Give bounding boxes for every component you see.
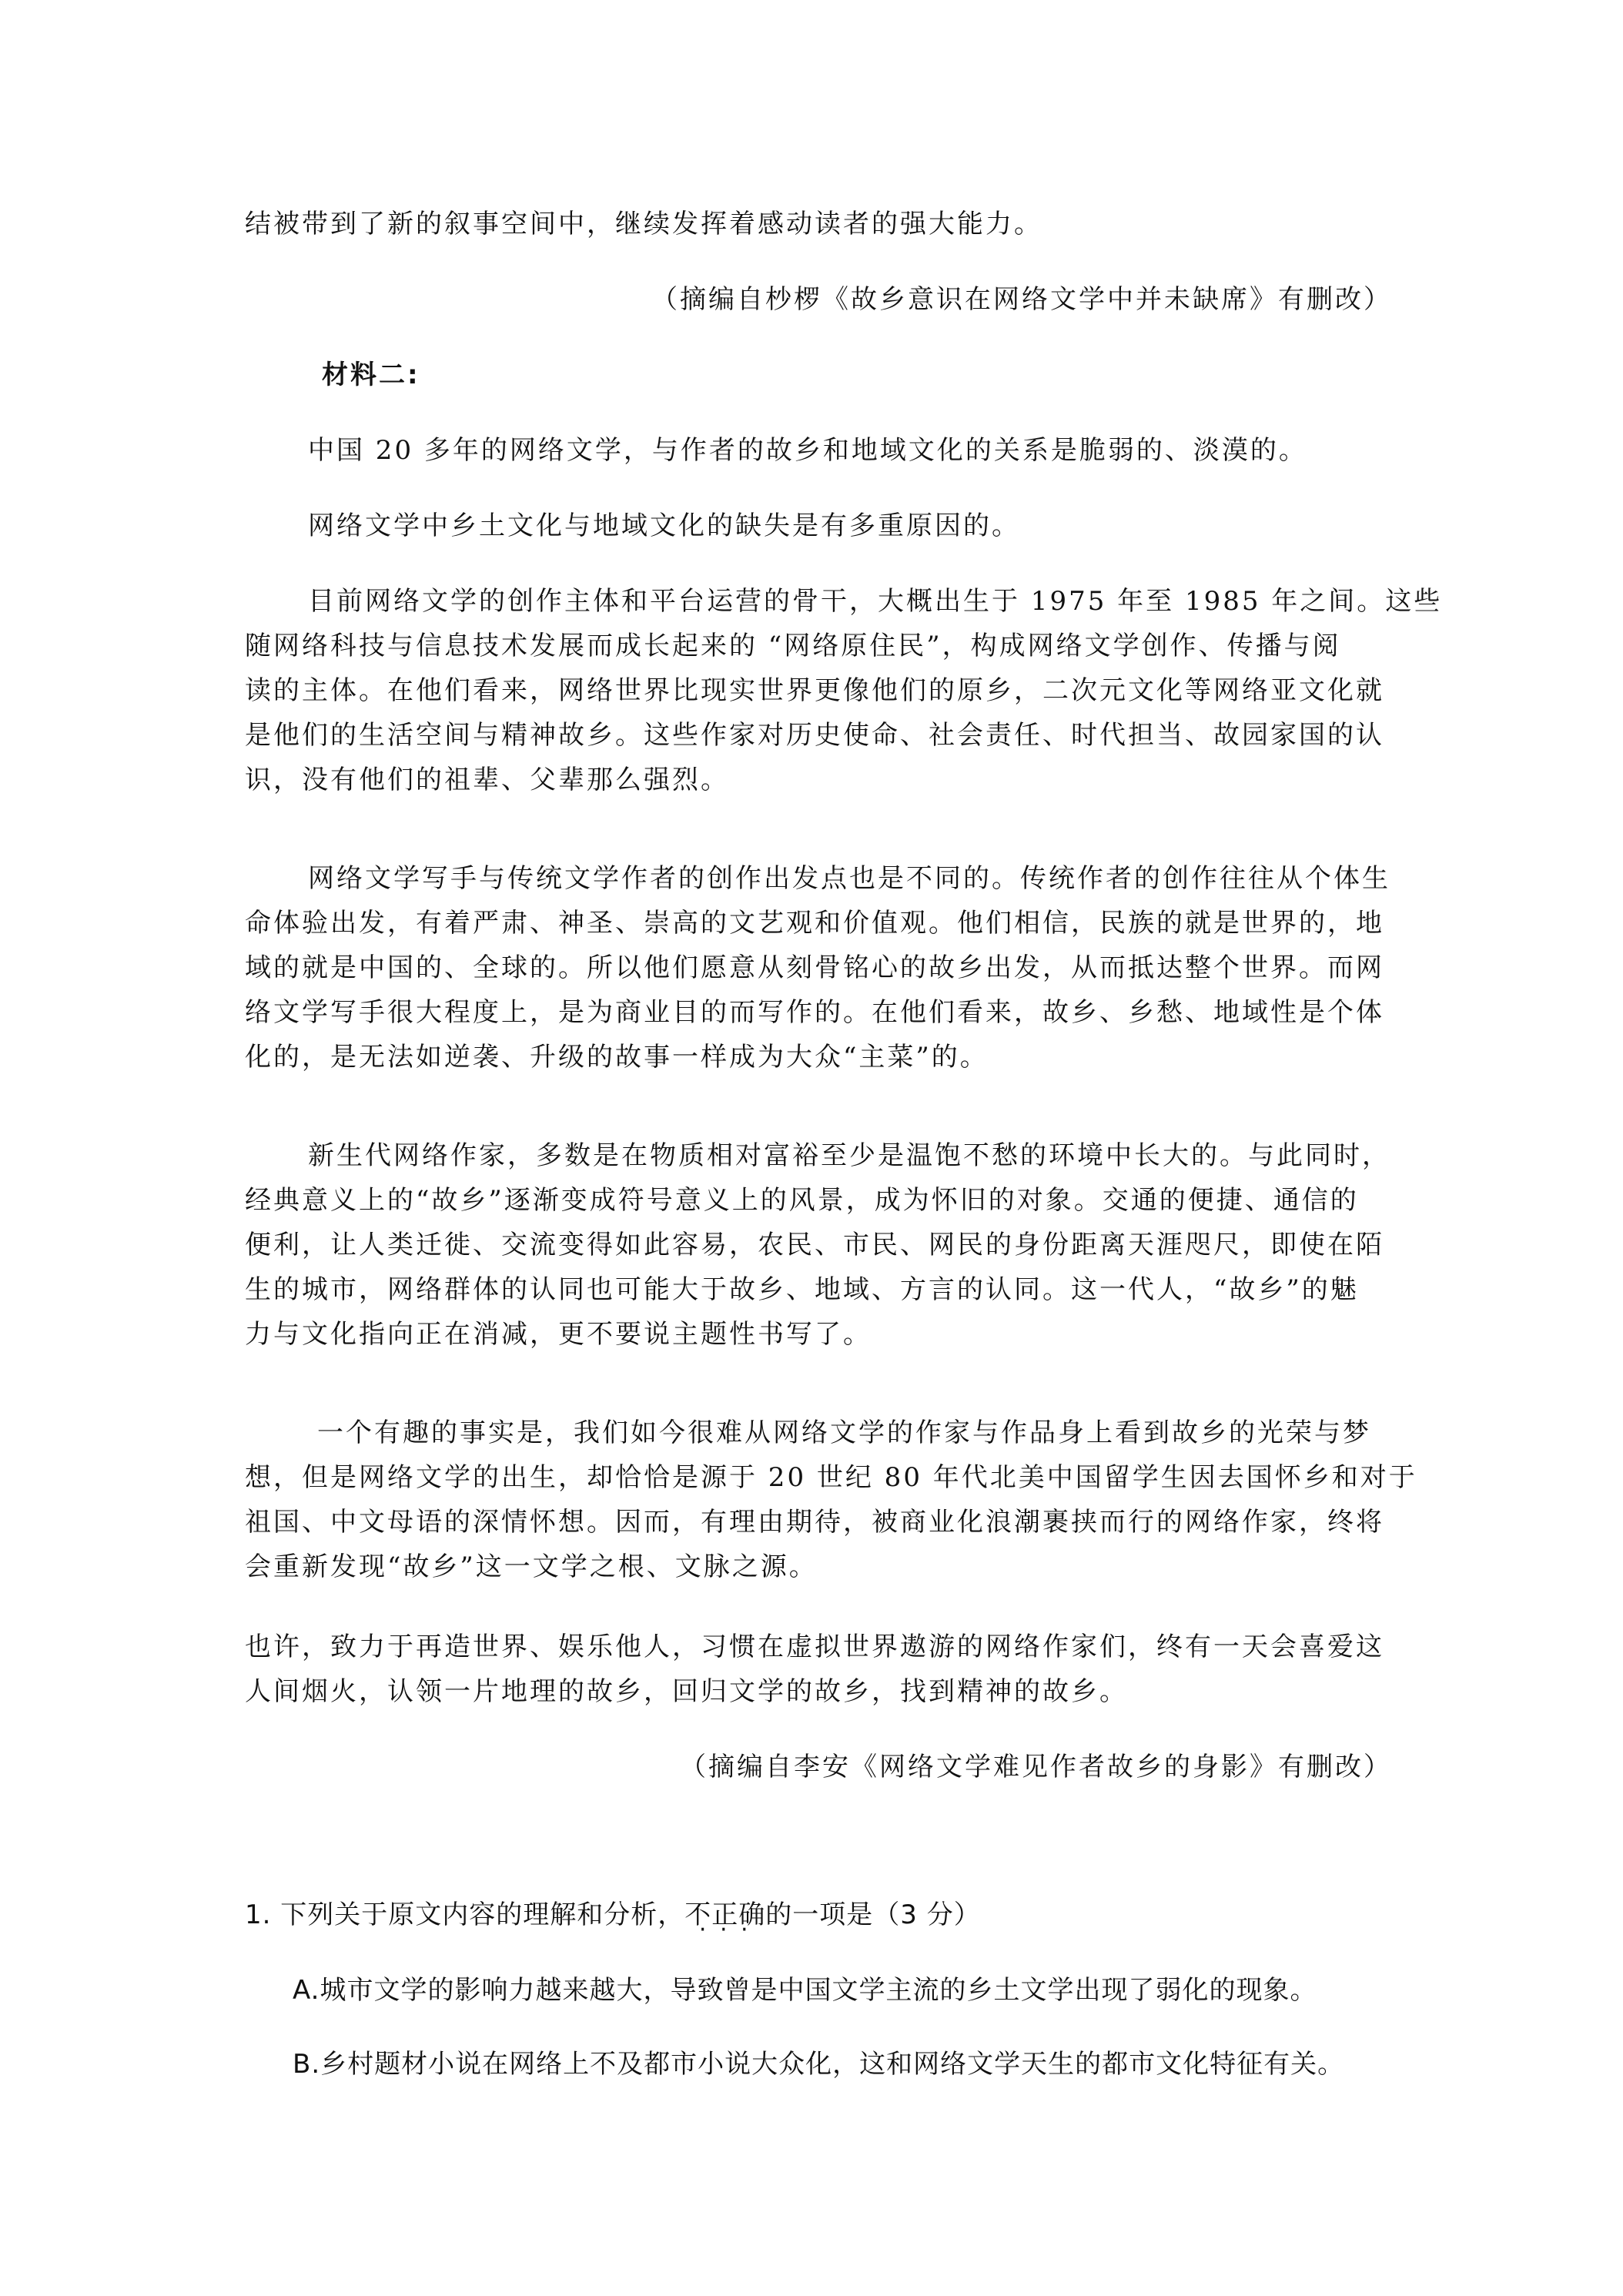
paragraph-line: 经典意义上的“故乡”逐渐变成符号意义上的风景，成为怀旧的对象。交通的便捷、通信的 (245, 1185, 1359, 1216)
paragraph-line: 想，但是网络文学的出生，却恰恰是源于 20 世纪 80 年代北美中国留学生因去国怀乡和对于 (245, 1462, 1417, 1493)
option-text: A.城市文学的影响力越来越大，导致曾是中国文学主流的乡土文学出现了弱化的现象。 (293, 1975, 1317, 2006)
paragraph-7 (245, 1625, 1384, 1714)
paragraph-line: 便利，让人类迁徙、交流变得如此容易，农民、市民、网民的身份距离天涯咫尺，即使在陌 (245, 1230, 1384, 1260)
paragraph-line: 新生代网络作家，多数是在物质相对富裕至少是温饱不愁的环境中长大的。与此同时， (308, 1140, 1390, 1171)
paragraph-line: 目前网络文学的创作主体和平台运营的骨干，大概出生于 1975 年至 1985 年之间。这些 (308, 586, 1443, 617)
source-citation: （摘编自李安《网络文学难见作者故乡的身影》有删改） (680, 1752, 1392, 1782)
question-stem-text: 的一项是（3 分） (765, 1899, 981, 1930)
paragraph-4 (245, 856, 1390, 1079)
paragraph-line: 人间烟火，认领一片地理的故乡，回归文学的故乡，找到精神的故乡。 (245, 1676, 1128, 1707)
paragraph-text: 中国 20 多年的网络文学，与作者的故乡和地域文化的关系是脆弱的、淡漠的。 (308, 435, 1307, 466)
material1-source (651, 277, 1392, 322)
paragraph-line: 络文学写手很大程度上，是为商业目的而写作的。在他们看来，故乡、乡愁、地域性是个体 (245, 997, 1384, 1028)
emphasis-text: 不正确 · · · (684, 1893, 765, 1937)
paragraph-3 (245, 579, 1443, 802)
paragraph-line: 一个有趣的事实是，我们如今很难从网络文学的作家与作品身上看到故乡的光荣与梦 (317, 1417, 1371, 1448)
paragraph-line: 域的就是中国的、全球的。所以他们愿意从刻骨铭心的故乡出发，从而抵达整个世界。而网 (245, 952, 1384, 983)
paragraph-1 (308, 428, 1440, 473)
paragraph-line: 力与文化指向正在消减，更不要说主题性书写了。 (245, 1319, 872, 1350)
material2-source (680, 1745, 1392, 1789)
source-citation: （摘编自杪椤《故乡意识在网络文学中并未缺席》有删改） (651, 284, 1392, 315)
question-1-option-b (293, 2042, 1424, 2087)
material2-heading (322, 353, 1454, 397)
question-stem-text: 1. 下列关于原文内容的理解和分析， (245, 1899, 685, 1930)
paragraph-line: 识，没有他们的祖辈、父辈那么强烈。 (245, 765, 729, 795)
question-1-option-a (293, 1968, 1424, 2013)
paragraph-line: 读的主体。在他们看来，网络世界比现实世界更像他们的原乡，二次元文化等网络亚文化就 (245, 675, 1384, 706)
paragraph-line: 网络文学写手与传统文学作者的创作出发点也是不同的。传统作者的创作往往从个体生 (308, 863, 1390, 894)
paragraph-6 (245, 1411, 1417, 1589)
paragraph-line: 生的城市，网络群体的认同也可能大于故乡、地域、方言的认同。这一代人，“故乡”的魅 (245, 1274, 1359, 1305)
paragraph-line: 随网络科技与信息技术发展而成长起来的 “网络原住民”，构成网络文学创作、传播与阅 (245, 631, 1341, 661)
paragraph-text: 网络文学中乡土文化与地域文化的缺失是有多重原因的。 (308, 510, 1020, 541)
paragraph-2 (308, 504, 1440, 548)
paragraph-5 (245, 1133, 1390, 1357)
paragraph-line: 会重新发现“故乡”这一文学之根、文脉之源。 (245, 1551, 818, 1582)
material1-last-line (245, 202, 1377, 246)
option-text: B.乡村题材小说在网络上不及都市小说大众化，这和网络文学天生的都市文化特征有关。 (293, 2049, 1345, 2080)
question-1-stem (245, 1893, 1377, 1937)
paragraph-line: 化的，是无法如逆袭、升级的故事一样成为大众“主菜”的。 (245, 1042, 989, 1073)
paragraph-line: 是他们的生活空间与精神故乡。这些作家对历史使命、社会责任、时代担当、故园家国的认 (245, 720, 1384, 751)
paragraph-text: 结被带到了新的叙事空间中，继续发挥着感动读者的强大能力。 (245, 209, 1042, 239)
paragraph-line: 祖国、中文母语的深情怀想。因而，有理由期待，被商业化浪潮裹挟而行的网络作家，终将 (245, 1507, 1384, 1538)
paragraph-line: 命体验出发，有着严肃、神圣、崇高的文艺观和价值观。他们相信，民族的就是世界的，地 (245, 908, 1384, 939)
section-heading: 材料二: (322, 360, 420, 390)
paragraph-line: 也许，致力于再造世界、娱乐他人，习惯在虚拟世界遨游的网络作家们，终有一天会喜爱这 (245, 1632, 1384, 1662)
